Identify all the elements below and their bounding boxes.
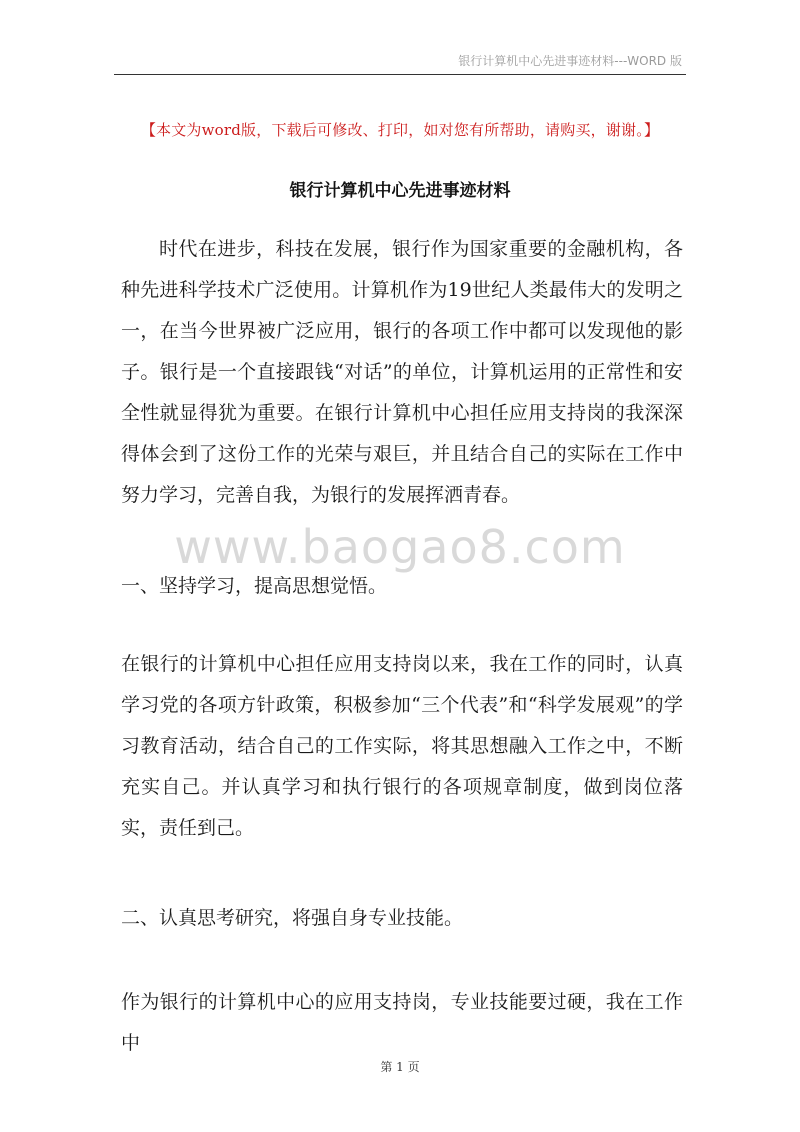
watermark: www.baogao8.com [174, 520, 626, 574]
download-notice: 【本文为word版，下载后可修改、打印，如对您有所帮助，请购买，谢谢。】 [140, 121, 660, 139]
section-1-heading: 一、坚持学习，提高思想觉悟。 [121, 575, 388, 597]
document-title: 银行计算机中心先进事迹材料 [289, 181, 511, 201]
section-1-body: 在银行的计算机中心担任应用支持岗以来，我在工作的同时，认真学习党的各项方针政策，积极参加“三个代表”和“科学发展观”的学习教育活动，结合自己的工作实际，将其思想融入工作之中，不断充实自己。并认真学习和执行银行的各项规章制度，做到岗位落实，责任到己。 [121, 653, 683, 839]
page-number: 第 1 页 [380, 1060, 420, 1074]
section-2-body: 作为银行的计算机中心的应用支持岗，专业技能要过硬，我在工作中 [121, 991, 683, 1054]
section-2-heading: 二、认真思考研究，将强自身专业技能。 [121, 907, 464, 929]
intro-paragraph: 时代在进步，科技在发展，银行作为国家重要的金融机构，各种先进科学技术广泛使用。计算机作为19世纪人类最伟大的发明之一，在当今世界被广泛应用，银行的各项工作中都可以发现他的影子。银行是一个直接跟钱“对话”的单位，计算机运用的正常性和安全性就显得犹为重要。在银行计算机中心担任应用支持岗的我深深得体会到了这份工作的光荣与艰巨，并且结合自己的实际在工作中努力学习，完善自我，为银行的发展挥洒青春。 [121, 238, 683, 506]
header-divider [114, 74, 686, 75]
running-header: 银行计算机中心先进事迹材料---WORD 版 [458, 54, 682, 68]
